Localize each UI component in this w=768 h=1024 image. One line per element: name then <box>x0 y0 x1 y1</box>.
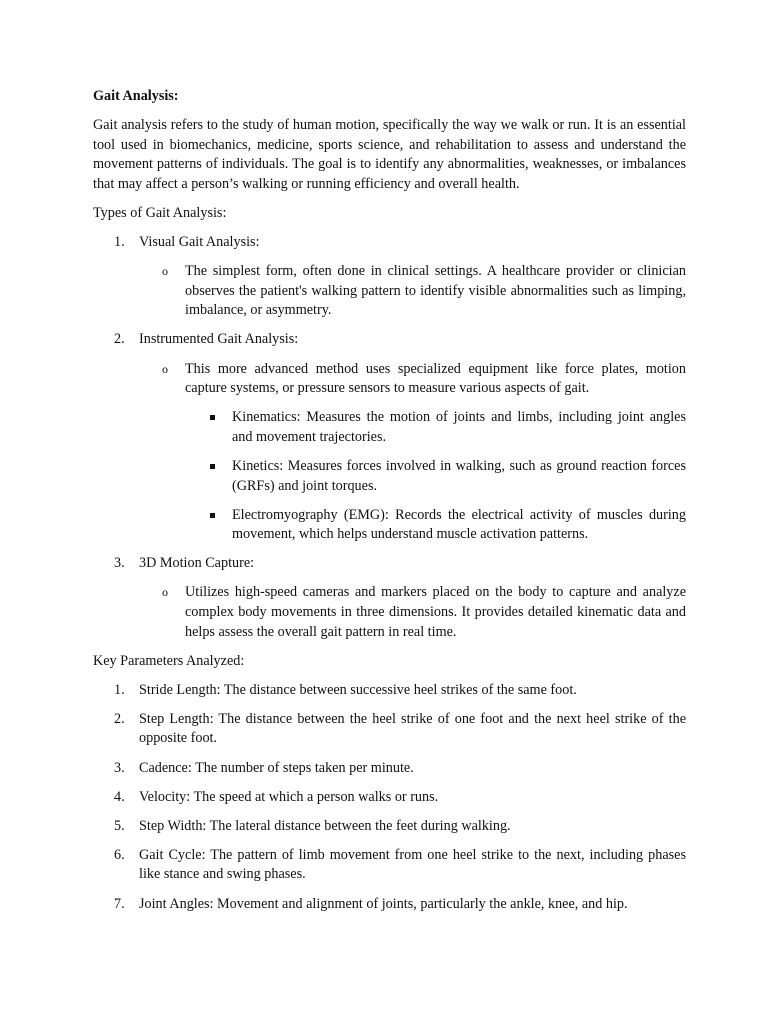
document-title: Gait Analysis: <box>93 88 179 104</box>
list-number: 2. <box>114 331 125 348</box>
param-text: Gait Cycle: The pattern of limb movement from one heel strike to the next, including phases like stance and swing phases. <box>139 846 686 883</box>
type-description-visual <box>93 262 686 321</box>
type-item-visual <box>93 233 686 253</box>
list-number: 1. <box>114 681 125 698</box>
type-item-3d-motion <box>93 554 686 574</box>
bullet-text: Kinetics: Measures forces involved in walking, such as ground reaction forces (GRFs) and joint torques. <box>232 457 686 494</box>
document-body <box>93 87 686 924</box>
list-item <box>93 710 686 749</box>
type-item-instrumented <box>93 330 686 350</box>
params-heading: Key Parameters Analyzed: <box>93 652 245 669</box>
types-heading: Types of Gait Analysis: <box>93 204 227 221</box>
list-item <box>93 846 686 885</box>
list-item <box>93 895 686 915</box>
square-bullet-icon <box>210 513 215 518</box>
param-text: Step Length: The distance between the heel strike of one foot and the next heel strike of the opposite foot. <box>139 710 686 747</box>
list-item <box>93 788 686 808</box>
square-bullet-icon <box>210 464 215 469</box>
type-description-instrumented <box>93 360 686 399</box>
list-number: 3. <box>114 759 125 776</box>
list-number: 4. <box>114 788 125 805</box>
param-text: Velocity: The speed at which a person walks or runs. <box>139 788 439 805</box>
param-text: Cadence: The number of steps taken per minute. <box>139 759 414 776</box>
square-bullet-icon <box>210 415 215 420</box>
bullet-text: Kinematics: Measures the motion of joints and limbs, including joint angles and movement trajectories. <box>232 409 686 445</box>
circle-bullet-icon: o <box>162 585 168 600</box>
list-number: 5. <box>114 817 125 834</box>
type-label: Instrumented Gait Analysis: <box>139 331 299 348</box>
params-list <box>93 681 686 914</box>
param-text: Stride Length: The distance between successive heel strikes of the same foot. <box>139 681 577 698</box>
type-description-text: Utilizes high-speed cameras and markers placed on the body to capture and analyze complex body movements in three dimensions. It provides detailed kinematic data and helps assess the overall gait pattern in real time. <box>185 584 686 640</box>
type-description-text: The simplest form, often done in clinical settings. A healthcare provider or clinician observes the patient's walking pattern to identify visible abnormalities such as limping, imbalance, or asymmetry. <box>185 263 686 319</box>
list-item <box>93 681 686 701</box>
type-label: Visual Gait Analysis: <box>139 234 260 251</box>
type-description-text: This more advanced method uses specialized equipment like force plates, motion capture systems, or pressure sensors to measure various aspects of gait. <box>185 360 686 397</box>
param-text: Step Width: The lateral distance between the feet during walking. <box>139 817 511 834</box>
param-text: Joint Angles: Movement and alignment of joints, particularly the ankle, knee, and hip. <box>139 895 628 912</box>
type-description-3d-motion <box>93 583 686 642</box>
circle-bullet-icon: o <box>162 264 168 279</box>
list-number: 7. <box>114 895 125 912</box>
list-number: 6. <box>114 846 125 863</box>
list-number: 3. <box>114 555 125 572</box>
bullet-item-kinematics <box>93 408 686 447</box>
bullet-text: Electromyography (EMG): Records the electrical activity of muscles during movement, which helps understand muscle activation patterns. <box>232 506 686 543</box>
circle-bullet-icon: o <box>162 361 168 376</box>
list-item <box>93 759 686 779</box>
intro-paragraph: Gait analysis refers to the study of human motion, specifically the way we walk or run. It is an essential tool used in biomechanics, medicine, sports science, and rehabilitation to assess and understand the movement patterns of individuals. The goal is to identify any abnormalities, weaknesses, or imbalances that may affect a person’s walking or running efficiency and overall health. <box>93 117 686 192</box>
list-number: 1. <box>114 234 125 251</box>
bullet-item-kinetics <box>93 457 686 496</box>
list-number: 2. <box>114 710 125 727</box>
list-item <box>93 817 686 837</box>
type-label: 3D Motion Capture: <box>139 555 255 572</box>
bullet-item-emg <box>93 506 686 545</box>
